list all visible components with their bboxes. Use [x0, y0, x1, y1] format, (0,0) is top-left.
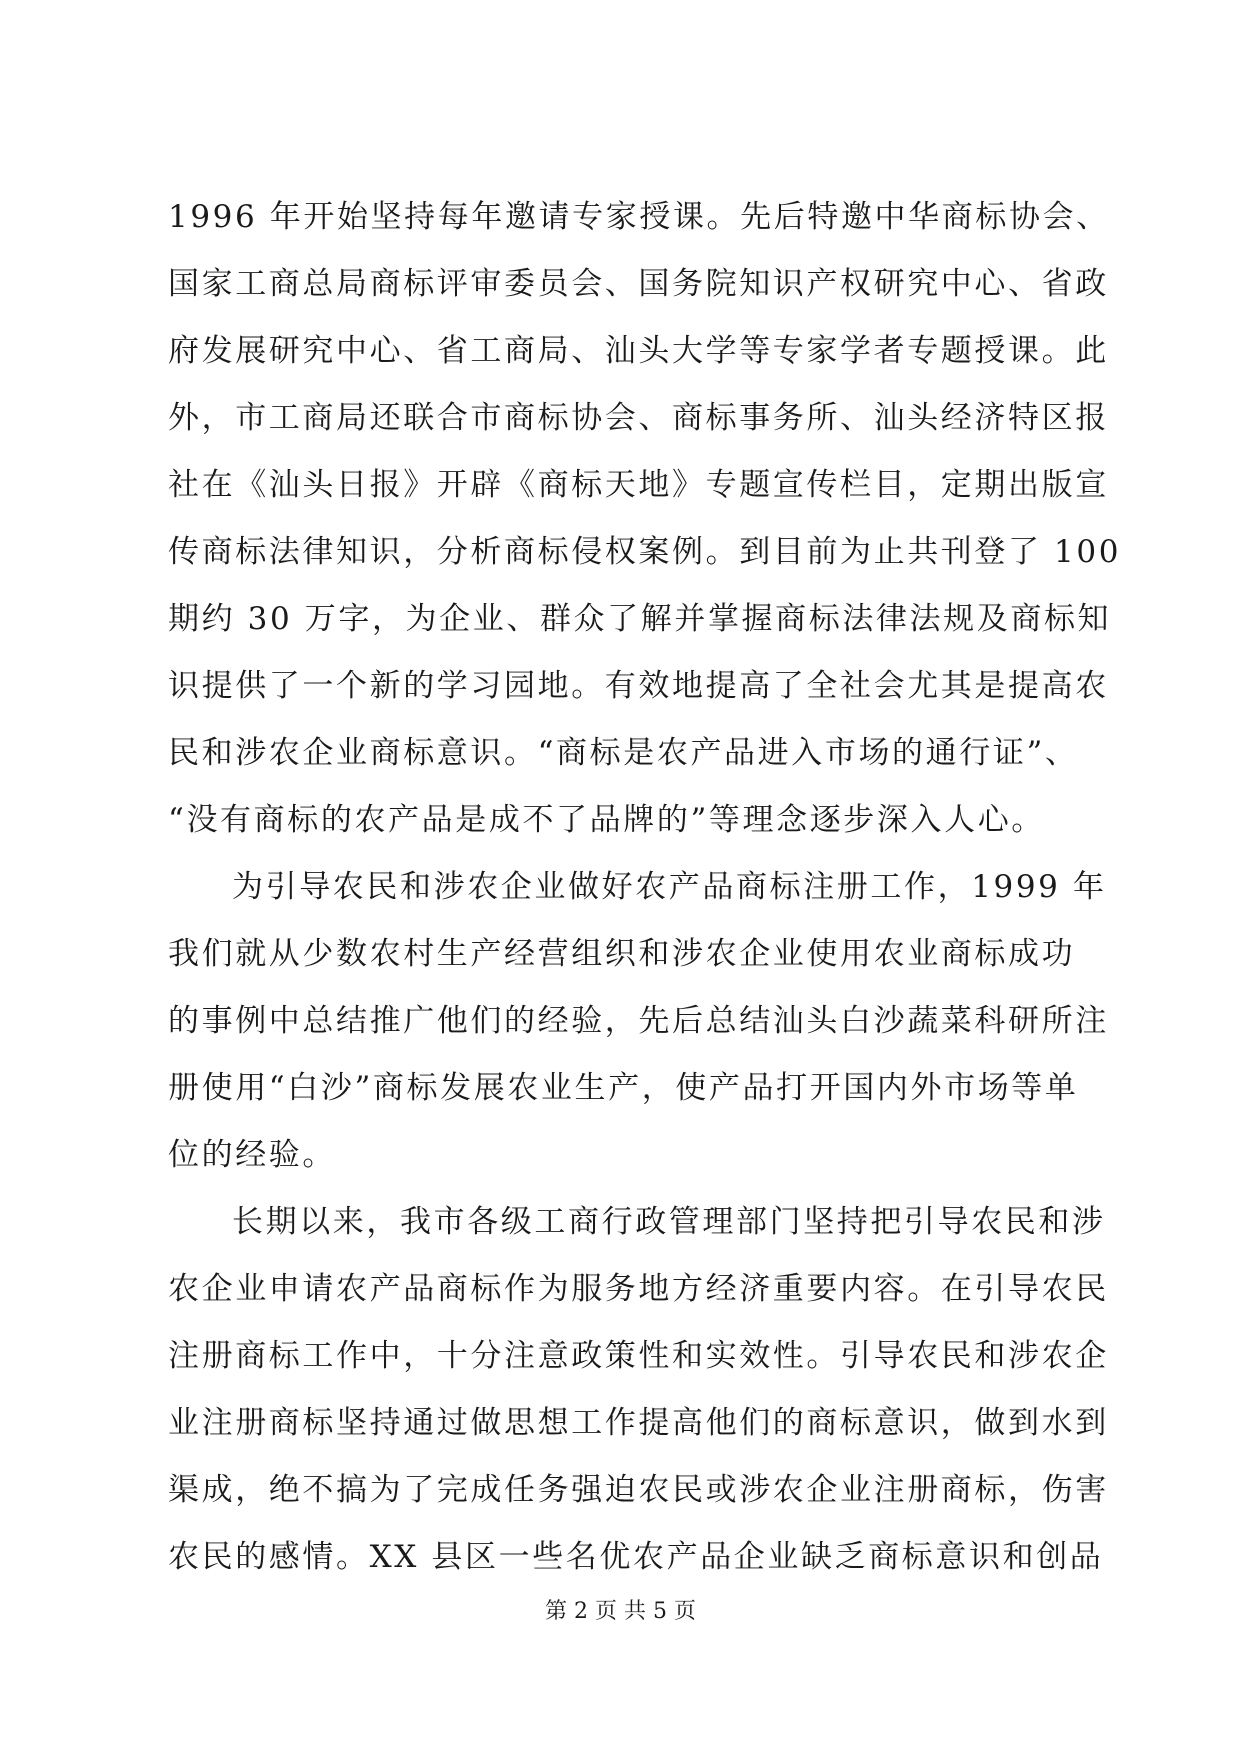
text-line: 府发展研究中心、省工商局、汕头大学等专家学者专题授课。此 [168, 333, 1109, 369]
text-line: 农企业申请农产品商标作为服务地方经济重要内容。在引导农民 [168, 1271, 1109, 1307]
text-line: 外，市工商局还联合市商标协会、商标事务所、汕头经济特区报 [168, 400, 1109, 436]
text-line: 注册商标工作中，十分注意政策性和实效性。引导农民和涉农企 [168, 1338, 1109, 1374]
text-line: 我们就从少数农村生产经营组织和涉农企业使用农业商标成功 [168, 936, 1076, 972]
text-line: 渠成，绝不搞为了完成任务强迫农民或涉农企业注册商标，伤害 [168, 1472, 1109, 1508]
text-line: 期约 30 万字，为企业、群众了解并掌握商标法律法规及商标知 [168, 601, 1112, 637]
text-line: 传商标法律知识，分析商标侵权案例。到目前为止共刊登了 100 [168, 534, 1122, 570]
paragraph-start-line: 长期以来，我市各级工商行政管理部门坚持把引导农民和涉 [232, 1204, 1106, 1240]
text-line: 农民的感情。XX 县区一些名优农产品企业缺乏商标意识和创品 [168, 1539, 1104, 1575]
text-line: 民和涉农企业商标意识。“商标是农产品进入市场的通行证”、 [168, 735, 1079, 771]
paragraph-start-line: 为引导农民和涉农企业做好农产品商标注册工作，1999 年 [232, 869, 1107, 905]
page-number-footer: 第 2 页 共 5 页 [545, 1599, 696, 1624]
text-line: 位的经验。 [168, 1137, 336, 1173]
text-line: 的事例中总结推广他们的经验，先后总结汕头白沙蔬菜科研所注 [168, 1003, 1109, 1039]
text-line: 识提供了一个新的学习园地。有效地提高了全社会尤其是提高农 [168, 668, 1109, 704]
text-line: 业注册商标坚持通过做思想工作提高他们的商标意识，做到水到 [168, 1405, 1109, 1441]
text-line: 1996 年开始坚持每年邀请专家授课。先后特邀中华商标协会、 [168, 199, 1110, 235]
text-line: 社在《汕头日报》开辟《商标天地》专题宣传栏目，定期出版宣 [168, 467, 1109, 503]
text-line: 册使用“白沙”商标发展农业生产，使产品打开国内外市场等单 [168, 1070, 1079, 1106]
text-line: “没有商标的农产品是成不了品牌的”等理念逐步深入人心。 [168, 802, 1045, 838]
text-line: 国家工商总局商标评审委员会、国务院知识产权研究中心、省政 [168, 266, 1109, 302]
document-body [168, 184, 1122, 1591]
